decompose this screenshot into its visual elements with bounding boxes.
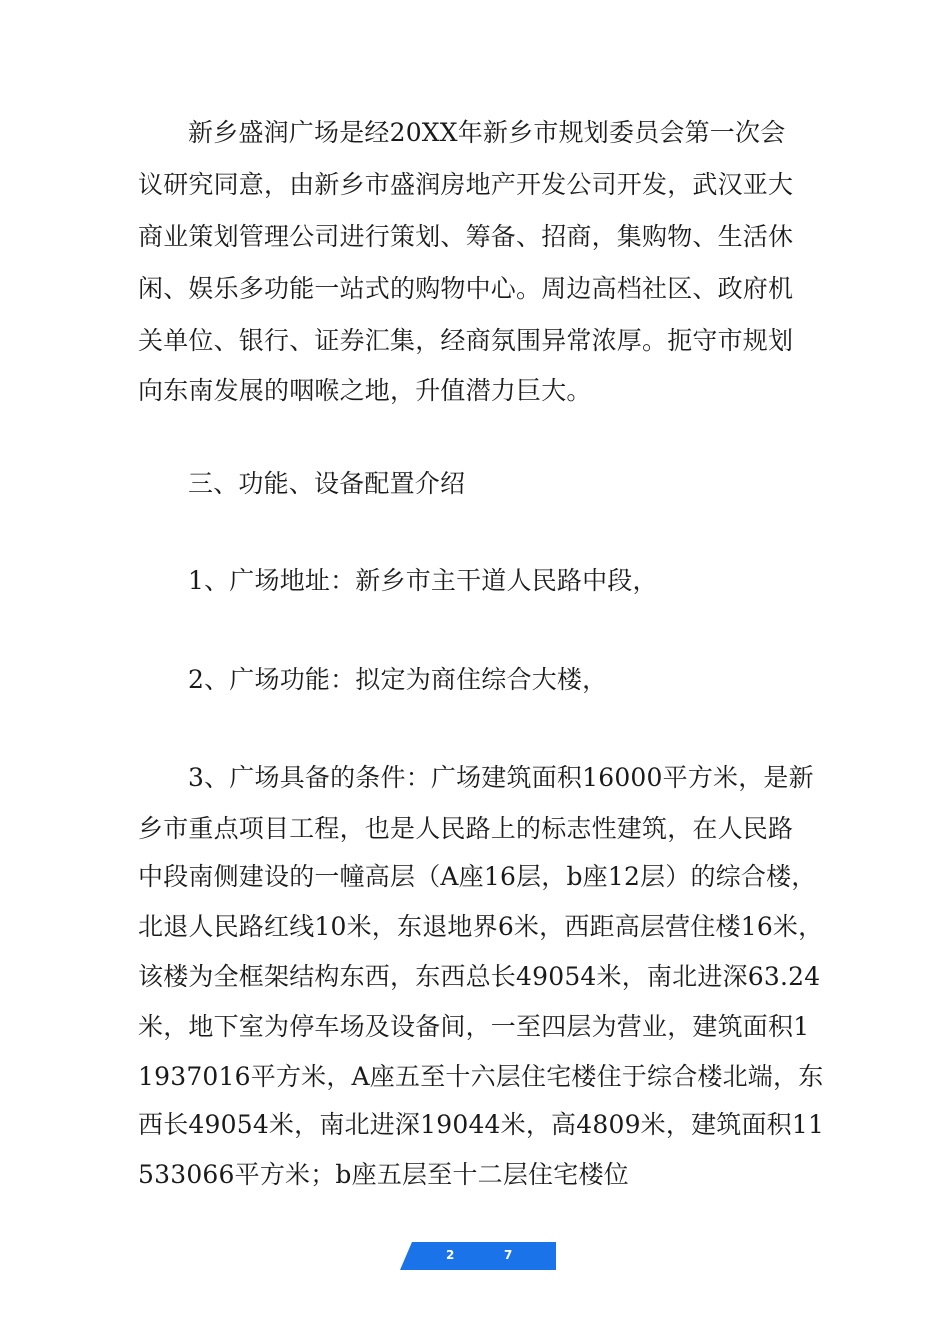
item-3-line-2: 乡市重点项目工程，也是人民路上的标志性建筑，在人民路 [138, 814, 794, 843]
item-2-function: 2、广场功能：拟定为商住综合大楼， [188, 665, 608, 694]
item-3-line-8: 西长49054米，南北进深19044米，高4809米，建筑面积11 [138, 1110, 825, 1139]
paragraph-1-line-4: 闲、娱乐多功能一站式的购物中心。周边高档社区、政府机 [138, 274, 794, 303]
item-1-address: 1、广场地址：新乡市主干道人民路中段， [188, 566, 658, 595]
paragraph-1-line-2: 议研究同意，由新乡市盛润房地产开发公司开发，武汉亚大 [138, 170, 794, 199]
item-3-line-4: 北退人民路红线10米，东退地界6米，西距高层营住楼16米， [138, 912, 824, 941]
page-badge-shape [400, 1242, 556, 1270]
page-number-current: 2 [446, 1248, 455, 1262]
paragraph-1-line-1: 新乡盛润广场是经20XX年新乡市规划委员会第一次会 [188, 118, 786, 147]
item-3-line-3: 中段南侧建设的一幢高层（A座16层，b座12层）的综合楼， [138, 862, 817, 891]
page-number-total: 7 [504, 1248, 513, 1262]
paragraph-1-line-6: 向东南发展的咽喉之地，升值潜力巨大。 [138, 376, 592, 405]
page-number-badge [400, 1242, 556, 1270]
item-3-line-6: 米，地下室为停车场及设备间，一至四层为营业，建筑面积1 [138, 1012, 810, 1041]
section-heading: 三、功能、设备配置介绍 [188, 469, 466, 498]
item-3-line-1: 3、广场具备的条件：广场建筑面积16000平方米，是新 [188, 763, 814, 792]
item-3-line-5: 该楼为全框架结构东西，东西总长49054米，南北进深63.24 [138, 962, 821, 991]
paragraph-1-line-3: 商业策划管理公司进行策划、筹备、招商，集购物、生活休 [138, 222, 794, 251]
paragraph-1-line-5: 关单位、银行、证券汇集，经商氛围异常浓厚。扼守市规划 [138, 326, 794, 355]
item-3-line-7: 1937016平方米，A座五至十六层住宅楼住于综合楼北端，东 [138, 1062, 824, 1091]
item-3-line-9: 533066平方米；b座五层至十二层住宅楼位 [138, 1160, 629, 1189]
